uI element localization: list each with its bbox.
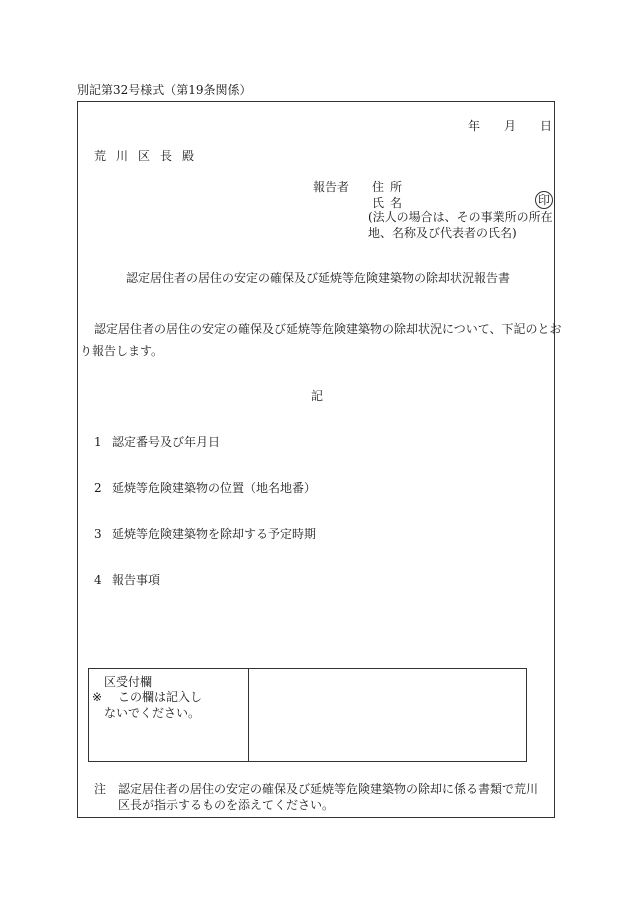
date-month-label: 月: [504, 119, 517, 133]
item-number: 3: [94, 527, 102, 541]
reception-divider: [248, 668, 249, 762]
item-text: 延焼等危険建築物の位置（地名地番）: [112, 481, 317, 495]
reporter-label: 報告者: [313, 180, 350, 194]
corporate-note-line2: 地、名称及び代表者の氏名): [368, 226, 517, 240]
footnote-line1: 認定居住者の居住の安定の確保及び延焼等危険建築物の除却に係る書類で荒川: [118, 782, 539, 796]
address-label: 住所: [372, 180, 409, 194]
seal-icon: 印: [535, 191, 553, 209]
document-title: 認定居住者の居住の安定の確保及び延焼等危険建築物の除却状況報告書: [126, 271, 511, 285]
corporate-note-line1: (法人の場合は、その事業所の所在: [368, 210, 553, 224]
item-text: 認定番号及び年月日: [112, 435, 221, 449]
body-text-line2: り報告します。: [80, 344, 164, 358]
date-day-label: 日: [540, 119, 553, 133]
item-number: 4: [94, 573, 102, 587]
addressee: 荒川区長殿: [94, 149, 205, 163]
ki-heading: 記: [311, 389, 324, 403]
name-label: 氏名: [372, 196, 409, 210]
item-text: 延焼等危険建築物を除却する予定時期: [112, 527, 317, 541]
date-year-label: 年: [468, 119, 481, 133]
body-text-line1: 認定居住者の居住の安定の確保及び延焼等危険建築物の除却状況について、下記のとお: [94, 322, 562, 336]
reception-title: 区受付欄: [104, 675, 153, 689]
reception-note-line1: この欄は記入し: [118, 690, 203, 704]
footnote-label: 注: [94, 782, 107, 796]
item-number: 1: [94, 435, 102, 449]
item-text: 報告事項: [112, 573, 161, 587]
reception-note-line2: ないでください。: [104, 706, 201, 720]
asterisk-mark: ※: [92, 690, 103, 704]
footnote-line2: 区長が指示するものを添えてください。: [118, 798, 335, 812]
form-label: 別記第32号様式（第19条関係）: [77, 83, 252, 97]
item-number: 2: [94, 481, 102, 495]
